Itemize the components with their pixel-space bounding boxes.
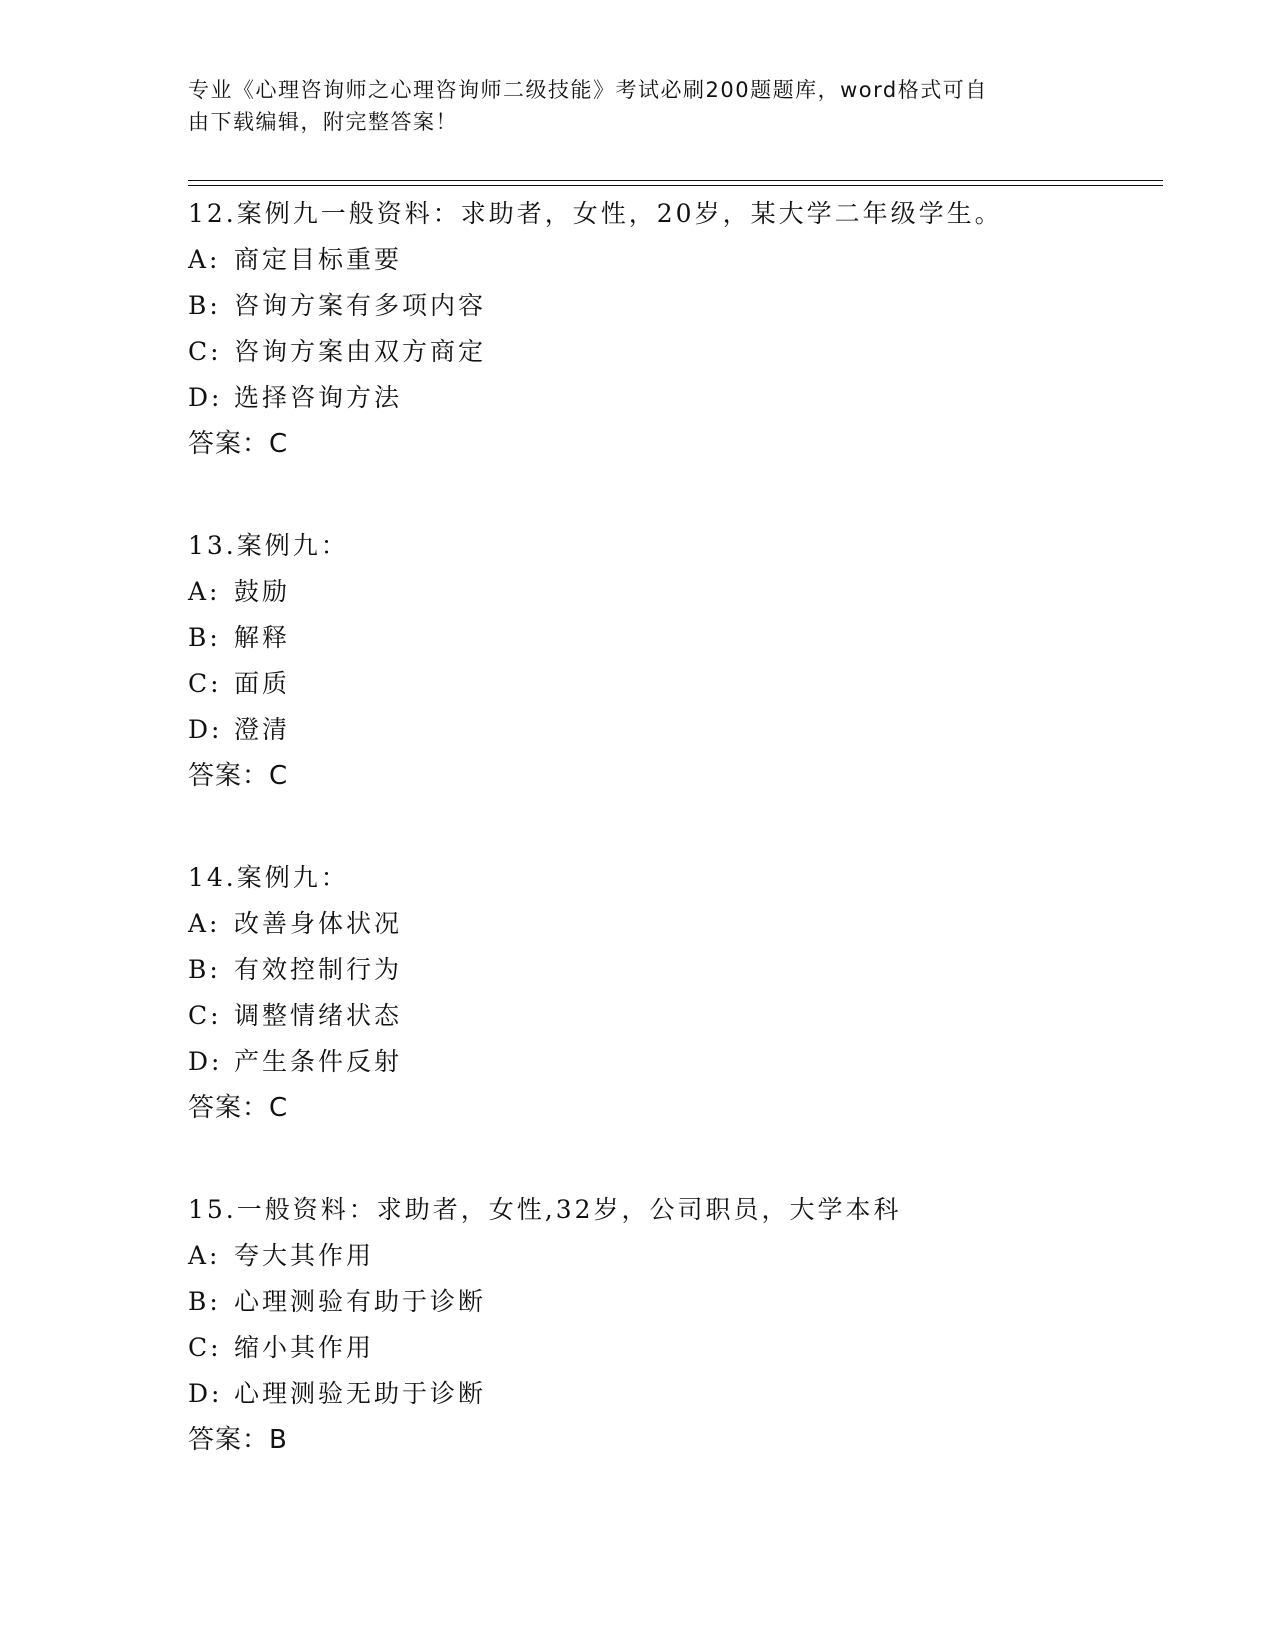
- option-c: [188, 329, 1163, 375]
- option-b: [188, 1279, 1163, 1325]
- option-letter: B:: [188, 291, 221, 320]
- option-text: 心理测验无助于诊断: [234, 1379, 487, 1408]
- option-d: [188, 707, 1163, 753]
- option-text: 面质: [234, 669, 291, 698]
- answer-label: 答案：: [188, 761, 270, 791]
- question-stem: 14.案例九：: [188, 863, 349, 892]
- option-letter: C:: [188, 1001, 222, 1030]
- option-text: 有效控制行为: [234, 955, 403, 984]
- option-a: [188, 901, 1163, 947]
- option-a: [188, 569, 1163, 615]
- answer-label: 答案：: [188, 1093, 270, 1123]
- option-letter: C:: [188, 669, 222, 698]
- option-a: [188, 1233, 1163, 1279]
- option-letter: B:: [188, 955, 221, 984]
- option-text: 鼓励: [234, 577, 291, 606]
- option-d: [188, 1371, 1163, 1417]
- option-letter: B:: [188, 623, 221, 652]
- option-c: [188, 661, 1163, 707]
- option-letter: A:: [188, 577, 221, 606]
- option-text: 解释: [234, 623, 291, 652]
- answer-value: C: [269, 1093, 289, 1123]
- option-d: [188, 1039, 1163, 1085]
- option-c: [188, 1325, 1163, 1371]
- question-list: [188, 191, 1163, 1519]
- option-text: 心理测验有助于诊断: [234, 1287, 487, 1316]
- option-b: [188, 615, 1163, 661]
- option-letter: C:: [188, 1333, 222, 1362]
- option-text: 调整情绪状态: [234, 1001, 403, 1030]
- option-text: 澄清: [234, 715, 291, 744]
- answer-label: 答案：: [188, 429, 270, 459]
- answer-label: 答案：: [188, 1425, 270, 1455]
- answer-line: [188, 1417, 1163, 1463]
- option-text: 咨询方案有多项内容: [234, 291, 487, 320]
- answer-value: C: [269, 429, 289, 459]
- question-stem: 15.一般资料：求助者，女性,32岁，公司职员，大学本科: [188, 1195, 902, 1224]
- header-divider-bottom: [188, 185, 1163, 186]
- option-text: 商定目标重要: [234, 245, 403, 274]
- option-letter: D:: [188, 1047, 223, 1076]
- answer-line: [188, 421, 1163, 467]
- option-b: [188, 947, 1163, 993]
- option-text: 改善身体状况: [234, 909, 403, 938]
- option-letter: D:: [188, 715, 223, 744]
- option-letter: D:: [188, 383, 223, 412]
- question-stem: 13.案例九：: [188, 531, 349, 560]
- answer-value: C: [269, 761, 289, 791]
- option-text: 缩小其作用: [234, 1333, 375, 1362]
- option-b: [188, 283, 1163, 329]
- option-text: 夸大其作用: [234, 1241, 375, 1270]
- option-text: 选择咨询方法: [234, 383, 403, 412]
- option-letter: D:: [188, 1379, 223, 1408]
- option-c: [188, 993, 1163, 1039]
- option-letter: A:: [188, 909, 221, 938]
- header-line-1: 专业《心理咨询师之心理咨询师二级技能》考试必刷200题题库，word格式可自: [188, 78, 988, 102]
- question-14: [188, 855, 1163, 1131]
- option-letter: C:: [188, 337, 222, 366]
- question-13: [188, 523, 1163, 799]
- header-divider-top: [188, 180, 1163, 181]
- question-stem: 12.案例九一般资料：求助者，女性，20岁，某大学二年级学生。: [188, 199, 1003, 228]
- option-text: 产生条件反射: [234, 1047, 403, 1076]
- answer-line: [188, 753, 1163, 799]
- option-text: 咨询方案由双方商定: [234, 337, 487, 366]
- option-letter: A:: [188, 1241, 221, 1270]
- header-line-2: 由下载编辑，附完整答案！: [188, 110, 458, 134]
- document-header: [188, 74, 1068, 138]
- question-15: [188, 1187, 1163, 1463]
- question-12: [188, 191, 1163, 467]
- option-a: [188, 237, 1163, 283]
- answer-value: B: [269, 1425, 288, 1455]
- answer-line: [188, 1085, 1163, 1131]
- option-letter: B:: [188, 1287, 221, 1316]
- option-d: [188, 375, 1163, 421]
- option-letter: A:: [188, 245, 221, 274]
